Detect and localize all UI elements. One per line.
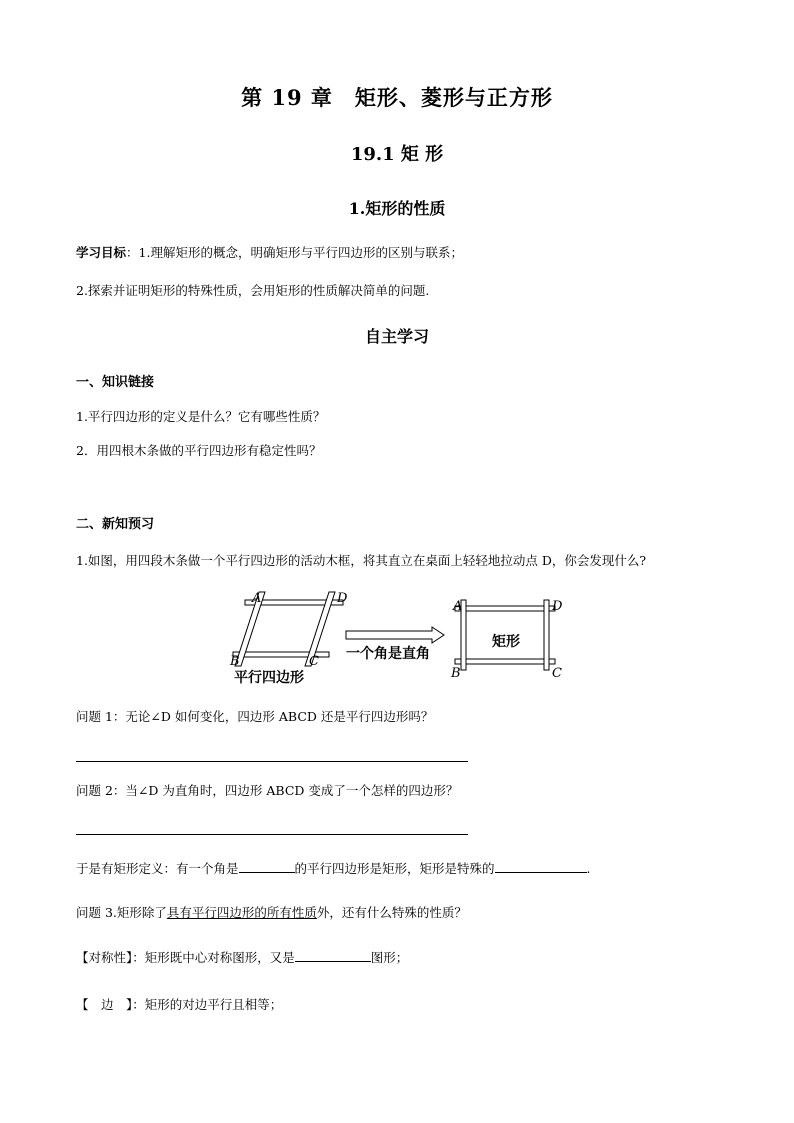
definition-text-c: . xyxy=(586,861,591,876)
question-3-text-a: 问题 3.矩形除了 xyxy=(76,905,167,920)
label-a-right: A xyxy=(453,599,463,614)
question-2: 问题 2：当∠D 为直角时，四边形 ABCD 变成了一个怎样的四边形？ xyxy=(76,783,459,798)
definition-blank-1[interactable] xyxy=(239,860,295,873)
symmetry-property xyxy=(76,949,408,967)
rectangle-top-stick xyxy=(455,606,555,611)
preview-question-1: 1.如图，用四段木条做一个平行四边形的活动木框，将其直立在桌面上轻轻地拉动点 D，你会发现什么? xyxy=(76,553,647,568)
subsection-title: 1.矩形的性质 xyxy=(348,199,446,218)
rectangle-figure xyxy=(225,588,575,688)
definition-text-b: 的平行四边形是矩形，矩形是特殊的 xyxy=(294,861,495,876)
parallelogram-frame xyxy=(233,592,343,666)
label-b-left: B xyxy=(230,654,240,669)
definition-blank-2[interactable] xyxy=(495,860,587,873)
knowledge-question-1: 1.平行四边形的定义是什么？它有哪些性质？ xyxy=(76,409,326,424)
symmetry-blank[interactable] xyxy=(295,949,371,962)
section-title: 19.1 矩 形 xyxy=(350,144,444,165)
learning-goals-text: ：1.理解矩形的概念，明确矩形与平行四边形的区别与联系； xyxy=(126,245,463,260)
knowledge-link-heading: 一、知识链接 xyxy=(76,375,155,390)
label-d-right: D xyxy=(552,599,563,614)
symmetry-text-a: 【对称性】：矩形既中心对称图形，又是 xyxy=(76,950,295,965)
question-1: 问题 1：无论∠D 如何变化，四边形 ABCD 还是平行四边形吗？ xyxy=(76,709,434,724)
label-a-left: A xyxy=(252,591,262,606)
transform-arrow xyxy=(346,627,444,643)
self-study-heading: 自主学习 xyxy=(364,327,429,346)
answer-line-2[interactable] xyxy=(76,834,468,835)
learning-goals-line2: 2.探索并证明矩形的特殊性质，会用矩形的性质解决简单的问题. xyxy=(76,283,430,298)
chapter-title: 第 19 章 矩形、菱形与正方形 xyxy=(241,85,553,110)
symmetry-text-b: 图形； xyxy=(370,950,409,965)
preview-heading: 二、新知预习 xyxy=(76,517,155,532)
rectangle-right-stick xyxy=(544,600,549,670)
rectangle-bottom-stick xyxy=(455,659,555,664)
learning-goals-line1 xyxy=(76,244,463,262)
question-3-underlined: 具有平行四边形的所有性质 xyxy=(166,905,317,920)
label-b-right: B xyxy=(451,666,461,681)
knowledge-question-2: 2．用四根木条做的平行四边形有稳定性吗？ xyxy=(76,443,322,458)
side-property: 【 边 】：矩形的对边平行且相等； xyxy=(76,997,283,1012)
label-c-left: C xyxy=(309,654,319,669)
label-c-right: C xyxy=(552,666,562,681)
answer-line-1[interactable] xyxy=(76,761,468,762)
learning-goals-label: 学习目标 xyxy=(76,245,127,260)
parallelogram-caption: 平行四边形 xyxy=(234,670,304,686)
question-3-text-b: 外，还有什么特殊的性质？ xyxy=(316,905,467,920)
label-d-left: D xyxy=(337,591,348,606)
definition-text-a: 于是有矩形定义：有一个角是 xyxy=(76,861,239,876)
rectangle-definition xyxy=(76,860,591,878)
question-3 xyxy=(76,904,467,922)
rectangle-caption: 矩形 xyxy=(492,634,520,650)
arrow-caption: 一个角是直角 xyxy=(346,646,430,662)
